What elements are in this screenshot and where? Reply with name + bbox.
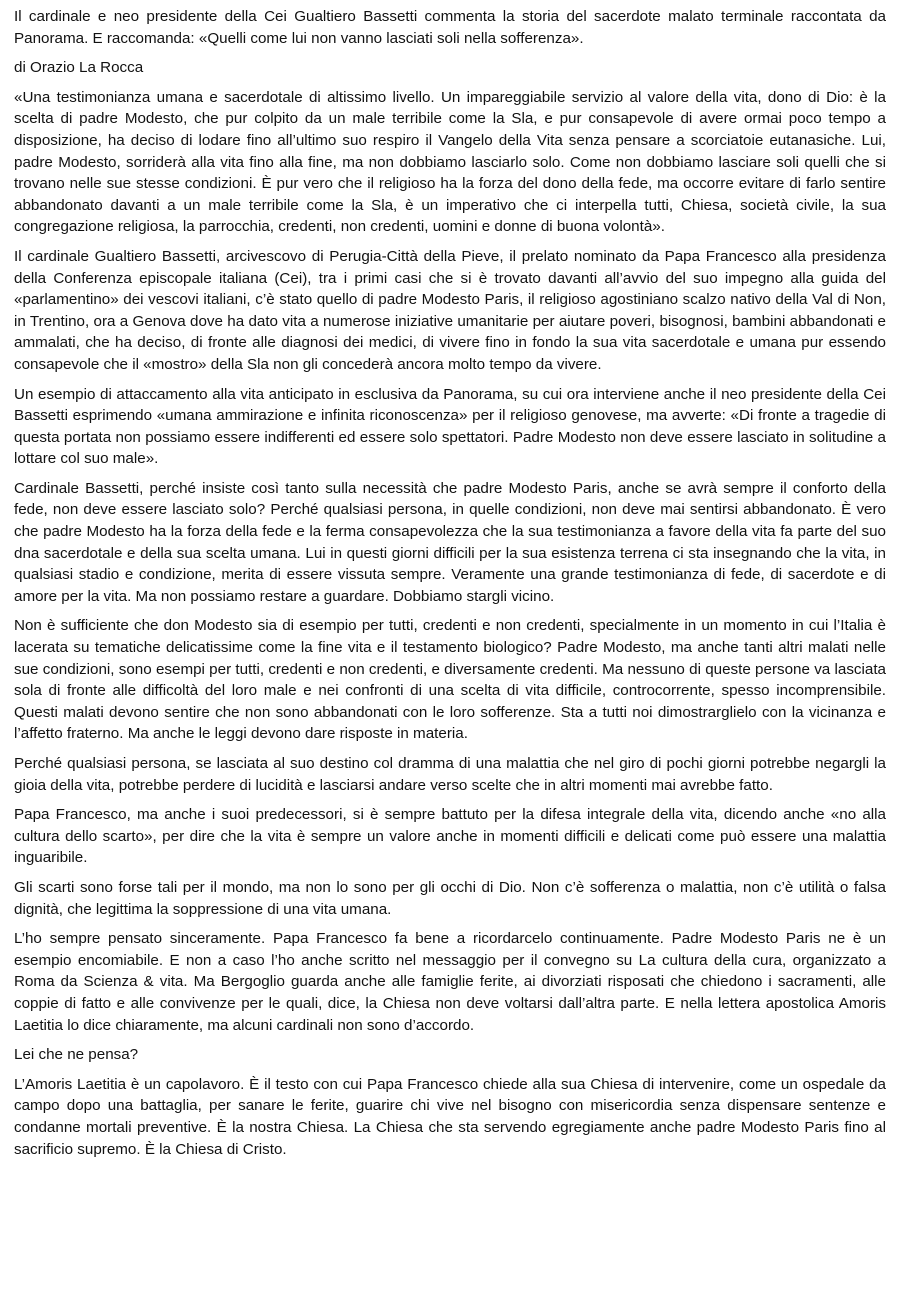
- article-paragraph: Non è sufficiente che don Modesto sia di esempio per tutti, credenti e non credenti, specialmente in un momento in cui l’Italia è lacerata su tematiche delicatissime come la fine vita e il testamento biologico? Padre Modesto, ma anche tanti altri malati nelle sue condizioni, sono esempi per tutti, credenti e non credenti, e diversamente credenti. Ma nessuno di queste persone va lasciata sola di fronte alle difficoltà del loro male e nei confronti di una scelta di vita difficile, controcorrente, spesso incomprensibile. Questi malati devono sentire che non sono abbandonati con le loro sofferenze. Sta a tutti noi dimostrarglielo con la vicinanza e l’affetto fraterno. Ma anche le leggi devono dare risposte in materia.: [14, 617, 886, 743]
- article-byline: di Orazio La Rocca: [14, 59, 144, 77]
- article-paragraph: Un esempio di attaccamento alla vita anticipato in esclusiva da Panorama, su cui ora interviene anche il neo presidente della Cei Bassetti esprimendo «umana ammirazione e infinita riconoscenza» per il religioso genovese, ma avverte: «Di fronte a tragedie di questa portata non possiamo essere indifferenti ed essere solo spettatori. Padre Modesto non deve essere lasciato in solitudine a lottare col suo male».: [14, 385, 886, 468]
- article-paragraph: «Una testimonianza umana e sacerdotale di altissimo livello. Un impareggiabile servizio al valore della vita, dono di Dio: è la scelta di padre Modesto, che pur colpito da un male terribile come la Sla, e pur consapevole di avere ormai poco tempo a disposizione, ha deciso di lodare fino all’ultimo suo respiro il Vangelo della Vita senza pensare a scorciatoie eutanasiche. Lui, padre Modesto, sorriderà alla vita fino alla fine, ma non dobbiamo lasciarlo solo. Come non dobbiamo lasciare soli quelli che si trovano nelle sue stesse condizioni. È pur vero che il religioso ha la forza del dono della fede, ma occorre evitare di farlo sentire abbandonato davanti a un male terribile come la Sla, è un imperativo che ci interpella tutti, Chiesa, società civile, la sua congregazione religiosa, la parrocchia, credenti, non credenti, uomini e donne di buona volontà».: [14, 88, 886, 236]
- article-paragraph: L’ho sempre pensato sinceramente. Papa Francesco fa bene a ricordarcelo continuamente. Padre Modesto Paris ne è un esempio encomiabile. E non a caso l’ho anche scritto nel messaggio per il convegno su La cultura della cura, organizzato a Roma da Scienza & vita. Ma Bergoglio guarda anche alle famiglie ferite, ai divorziati risposati che chiedono i sacramenti, alle coppie di fatto e alle convivenze per le quali, dice, la Chiesa non deve voltarsi dall’altra parte. E nella lettera apostolica Amoris Laetitia lo dice chiaramente, ma alcuni cardinali non sono d’accordo.: [14, 930, 886, 1034]
- article-paragraph: L’Amoris Laetitia è un capolavoro. È il testo con cui Papa Francesco chiede alla sua Chiesa di intervenire, come un ospedale da campo dopo una battaglia, per sanare le ferite, guarire chi vive nel bisogno con misericordia senza dispensare sentenze e condanne mortali preventive. È la nostra Chiesa. La Chiesa che sta servendo egregiamente anche padre Modesto Paris fino al sacrificio supremo. È la Chiesa di Cristo.: [14, 1075, 886, 1158]
- interview-question: Lei che ne pensa?: [14, 1046, 139, 1064]
- article-paragraph: Il cardinale Gualtiero Bassetti, arcivescovo di Perugia-Città della Pieve, il prelato nominato da Papa Francesco alla presidenza della Conferenza episcopale italiana (Cei), tra i primi casi che si è trovato davanti all’avvio del suo impegno alla guida del «parlamentino» dei vescovi italiani, c’è stato quello di padre Modesto Paris, il religioso agostiniano scalzo nativo della Val di Non, in Trentino, ora a Genova dove ha dato vita a numerose iniziative umanitarie per aiutare poveri, bisognosi, bambini abbandonati e ammalati, che ha deciso, di fronte alle diagnosi dei medici, di vivere fino in fondo la sua vita sacerdotale e umana pur essendo consapevole che il «mostro» della Sla non gli concederà ancora molto tempo da vivere.: [14, 247, 886, 373]
- article-paragraph: Papa Francesco, ma anche i suoi predecessori, si è sempre battuto per la difesa integrale della vita, dicendo anche «no alla cultura dello scarto», per dire che la vita è sempre un valore anche in momenti difficili e delicati come può essere una malattia inguaribile.: [14, 806, 886, 867]
- article-paragraph: Perché qualsiasi persona, se lasciata al suo destino col dramma di una malattia che nel giro di pochi giorni potrebbe negargli la gioia della vita, potrebbe perdere di lucidità e lasciarsi andare verso scelte che in altri momenti mai avrebbe fatto.: [14, 755, 886, 794]
- article-paragraph: Cardinale Bassetti, perché insiste così tanto sulla necessità che padre Modesto Paris, anche se avrà sempre il conforto della fede, non deve essere lasciato solo? Perché qualsiasi persona, in quelle condizioni, non deve mai sentirsi abbandonato. È vero che padre Modesto ha la forza della fede e la ferma consapevolezza che la sua testimonianza a favore della vita fa parte del suo dna sacerdotale e della sua scelta umana. Lui in questi giorni difficili per la sua esistenza terrena ci sta insegnando che la vita, in qualsiasi stadio e condizione, merita di essere vissuta sempre. Veramente una grande testimonianza di fede, di sacerdote e di amore per la vita. Ma non possiamo restare a guardare. Dobbiamo stargli vicino.: [14, 479, 886, 605]
- article-paragraph: Gli scarti sono forse tali per il mondo, ma non lo sono per gli occhi di Dio. Non c’è sofferenza o malattia, non c’è utilità o falsa dignità, che legittima la soppressione di una vita umana.: [14, 878, 886, 918]
- article-lead: Il cardinale e neo presidente della Cei Gualtiero Bassetti commenta la storia del sacerdote malato terminale raccontata da Panorama. E raccomanda: «Quelli come lui non vanno lasciati soli nella sofferenza».: [14, 8, 886, 47]
